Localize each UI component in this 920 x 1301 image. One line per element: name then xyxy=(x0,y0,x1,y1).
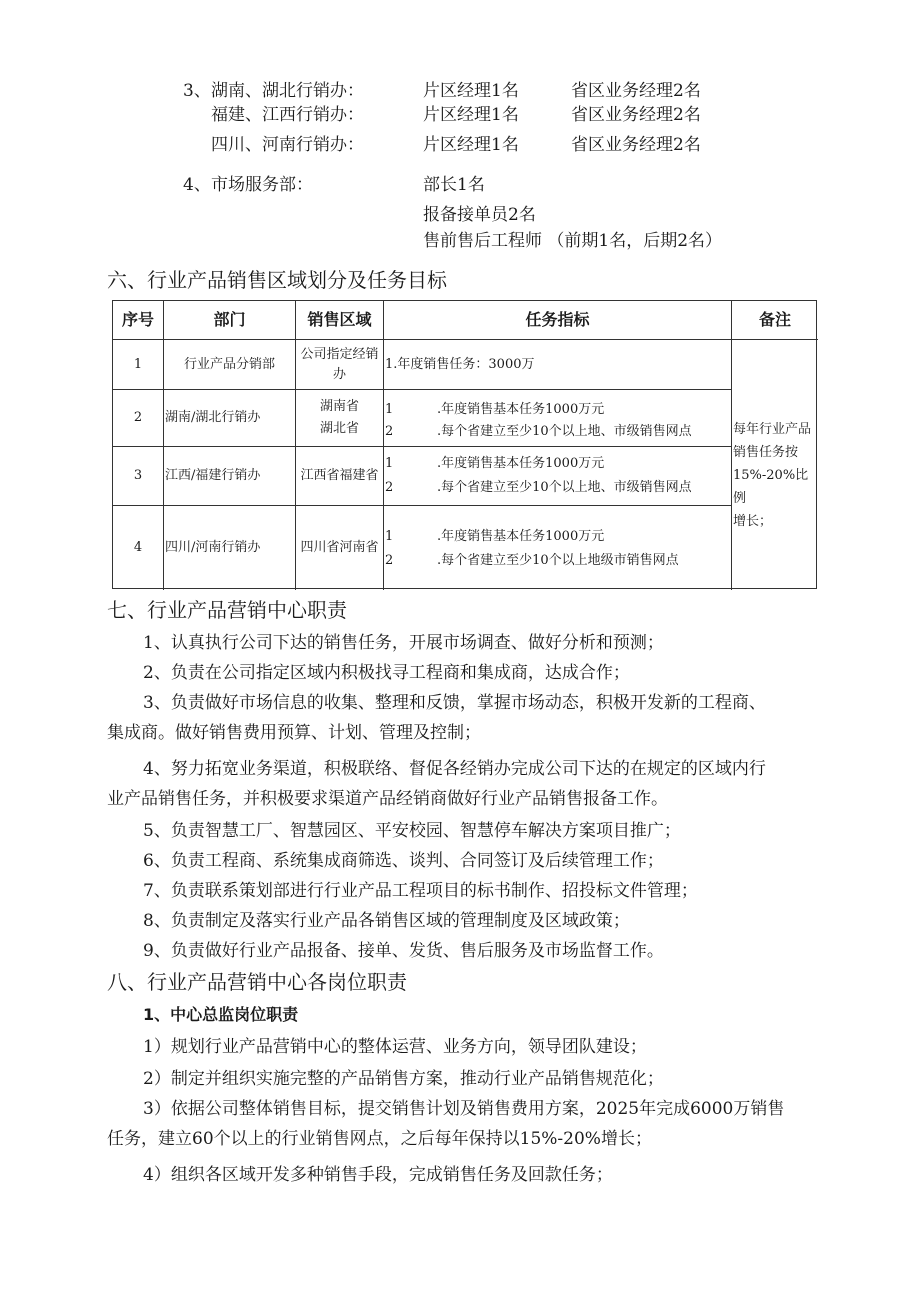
market-service-num: 4、 xyxy=(183,175,211,195)
row-dept: 湖南/湖北行销办 xyxy=(165,410,261,425)
header-task: 任务指标 xyxy=(525,310,590,329)
section8-subtitle: 1、中心总监岗位职责 xyxy=(143,1005,299,1024)
row-no: 4 xyxy=(133,540,143,555)
row-dept: 四川/河南行销办 xyxy=(165,540,261,555)
row-no: 1 xyxy=(133,356,143,372)
section8-title: 八、行业产品营销中心各岗位职责 xyxy=(107,970,407,994)
list-item: 6、负责工程商、系统集成商筛选、谈判、合同签订及后续管理工作； xyxy=(143,851,664,871)
row-task: 1 .年度销售基本任务1000万元 2 .每个省建立至少10个以上地级市销售网点 xyxy=(385,529,679,568)
region-task-table xyxy=(112,300,817,589)
list-item: 4、努力拓宽业务渠道，积极联络、督促各经销办完成公司下达的在规定的区域内行 xyxy=(143,759,766,779)
list-item: 2、负责在公司指定区域内积极找寻工程商和集成商，达成合作； xyxy=(143,663,630,683)
staff-manager: 片区经理1名 xyxy=(423,105,519,125)
staff-num: 3、 xyxy=(183,81,211,101)
staff-office: 四川、河南行销办： xyxy=(211,135,364,155)
staff-office: 福建、江西行销办： xyxy=(211,105,364,125)
remark-cell: 每年行业产品 销售任务按 15%-20%比例 增长； xyxy=(733,422,812,529)
staff-members: 省区业务经理2名 xyxy=(571,105,701,125)
list-item: 业产品销售任务，并积极要求渠道产品经销商做好行业产品销售报备工作。 xyxy=(107,789,668,809)
list-item: 1、认真执行公司下达的销售任务，开展市场调查、做好分析和预测； xyxy=(143,633,664,653)
market-service-line: 售前售后工程师 （前期1名，后期2名） xyxy=(423,231,723,251)
staff-manager: 片区经理1名 xyxy=(423,81,519,101)
staff-members: 省区业务经理2名 xyxy=(571,135,701,155)
row-task: 1.年度销售任务：3000万 xyxy=(385,356,535,372)
row-task: 1 .年度销售基本任务1000万元 2 .每个省建立至少10个以上地、市级销售网点 xyxy=(385,402,692,439)
list-item: 2）制定并组织实施完整的产品销售方案，推动行业产品销售规范化； xyxy=(143,1069,664,1089)
list-item: 任务，建立60个以上的行业销售网点，之后每年保持以15%-20%增长； xyxy=(107,1129,652,1149)
row-dept: 行业产品分销部 xyxy=(183,356,275,372)
section7-title: 七、行业产品营销中心职责 xyxy=(107,598,347,622)
row-region: 四川省河南省 xyxy=(300,540,379,555)
list-item: 4）组织各区域开发多种销售手段，完成销售任务及回款任务； xyxy=(143,1165,613,1185)
list-item: 8、负责制定及落实行业产品各销售区域的管理制度及区域政策； xyxy=(143,911,630,931)
header-remark: 备注 xyxy=(758,310,791,329)
list-item: 3、负责做好市场信息的收集、整理和反馈，掌握市场动态，积极开发新的工程商、 xyxy=(143,693,766,713)
row-no: 2 xyxy=(133,410,143,425)
market-service-line: 部长1名 xyxy=(423,175,485,195)
row-task: 1 .年度销售基本任务1000万元 2 .每个省建立至少10个以上地、市级销售网点 xyxy=(385,456,692,495)
section6-title: 六、行业产品销售区域划分及任务目标 xyxy=(107,268,447,292)
staff-manager: 片区经理1名 xyxy=(423,135,519,155)
market-service-label: 市场服务部： xyxy=(211,175,313,195)
staff-office: 湖南、湖北行销办： xyxy=(211,81,364,101)
list-item: 集成商。做好销售费用预算、计划、管理及控制； xyxy=(107,723,481,743)
list-item: 9、负责做好行业产品报备、接单、发货、售后服务及市场监督工作。 xyxy=(143,941,664,961)
staff-members: 省区业务经理2名 xyxy=(571,81,701,101)
market-service-line: 报备接单员2名 xyxy=(423,205,536,225)
header-dept: 部门 xyxy=(213,310,246,329)
list-item: 5、负责智慧工厂、智慧园区、平安校园、智慧停车解决方案项目推广； xyxy=(143,821,681,841)
row-region: 湖南省 湖北省 xyxy=(319,399,359,436)
row-dept: 江西/福建行销办 xyxy=(165,468,261,483)
list-item: 1）规划行业产品营销中心的整体运营、业务方向，领导团队建设； xyxy=(143,1037,647,1057)
row-region: 公司指定经销 办 xyxy=(300,346,379,382)
list-item: 7、负责联系策划部进行行业产品工程项目的标书制作、招投标文件管理； xyxy=(143,881,698,901)
header-region: 销售区域 xyxy=(307,310,372,329)
row-region: 江西省福建省 xyxy=(300,468,379,483)
list-item: 3）依据公司整体销售目标，提交销售计划及销售费用方案，2025年完成6000万销售 xyxy=(143,1099,785,1119)
row-no: 3 xyxy=(133,468,143,483)
header-no: 序号 xyxy=(121,310,154,329)
